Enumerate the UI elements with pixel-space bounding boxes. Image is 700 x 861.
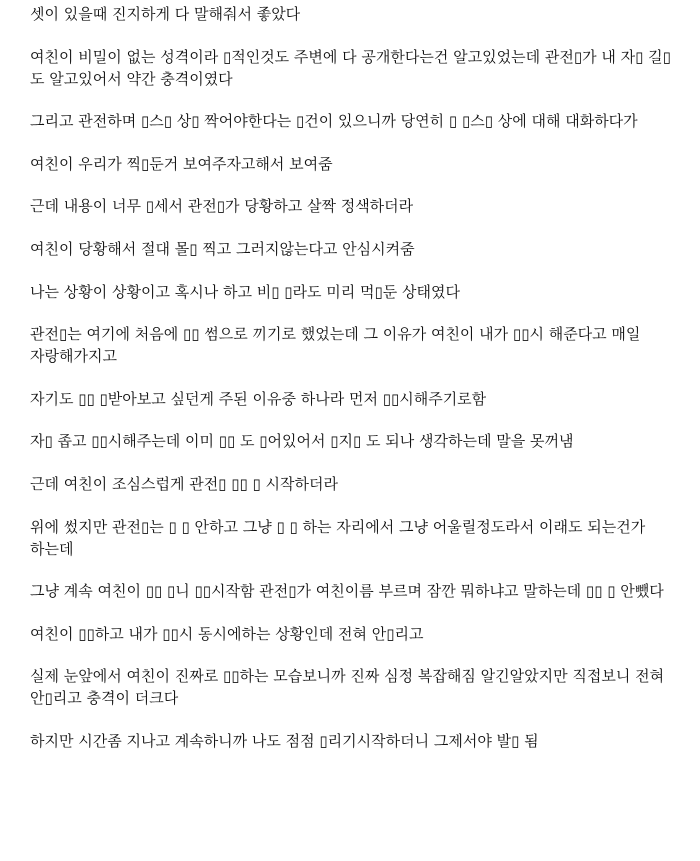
- paragraph-13: 그냥 계속 여친이 ▯▯ ▯니 ▯▯시작함 관전▯가 여친이름 부르며 잠깐 뭐하냐고 말하는데 ▯▯ ▯ 안뺐다: [30, 582, 664, 601]
- paragraph-14: 여친이 ▯▯하고 내가 ▯▯시 동시에하는 상황인데 전혀 안▯리고: [30, 624, 424, 643]
- paragraph-8: 관전▯는 여기에 처음에 ▯▯ 썸으로 끼기로 했었는데 그 이유가 여친이 내가 ▯▯시 해준다고 매일 자랑해가지고: [30, 325, 641, 366]
- paragraph-7: 나는 상황이 상황이고 혹시나 하고 비▯ ▯라도 미리 먹▯둔 상태였다: [30, 282, 460, 301]
- paragraph-3: 그리고 관전하며 ▯스▯ 상▯ 짝어야한다는 ▯건이 있으니까 당연히 ▯ ▯스▯ 상에 대해 대화하다가: [30, 112, 638, 131]
- paragraph-2: 여친이 비밀이 없는 성격이라 ▯적인것도 주변에 다 공개한다는건 알고있었는데 관전▯가 내 자▯ 길▯ 도 알고있어서 약간 충격이였다: [30, 47, 671, 88]
- paragraph-4: 여친이 우리가 찍▯둔거 보여주자고해서 보여줌: [30, 154, 333, 173]
- paragraph-5: 근데 내용이 너무 ▯세서 관전▯가 당황하고 살짝 정색하더라: [30, 197, 414, 216]
- paragraph-9: 자기도 ▯▯ ▯받아보고 싶던게 주된 이유중 하나라 먼저 ▯▯시해주기로함: [30, 389, 487, 408]
- paragraph-6: 여친이 당황해서 절대 몰▯ 찍고 그러지않는다고 안심시켜줌: [30, 239, 415, 258]
- paragraph-1: 셋이 있을때 진지하게 다 말해줘서 좋았다: [30, 5, 301, 23]
- paragraph-10: 자▯ 좁고 ▯▯시해주는데 이미 ▯▯ 도 ▯어있어서 ▯지▯ 도 되나 생각하는데 말을 못꺼냄: [30, 432, 574, 451]
- paragraph-16: 하지만 시간좀 지나고 계속하니까 나도 점점 ▯리기시작하더니 그제서야 발▯ 됨: [30, 731, 539, 750]
- paragraph-12: 위에 썼지만 관전▯는 ▯ ▯ 안하고 그냥 ▯ ▯ 하는 자리에서 그냥 어울릴정도라서 이래도 되는건가 하는데: [30, 517, 646, 558]
- paragraph-11: 근데 여친이 조심스럽게 관전▯ ▯▯ ▯ 시작하더라: [30, 474, 338, 493]
- paragraph-15: 실제 눈앞에서 여친이 진짜로 ▯▯하는 모습보니까 진짜 심정 복잡해짐 알긴알았지만 직접보니 전혀 안▯리고 충격이 더크다: [30, 667, 665, 708]
